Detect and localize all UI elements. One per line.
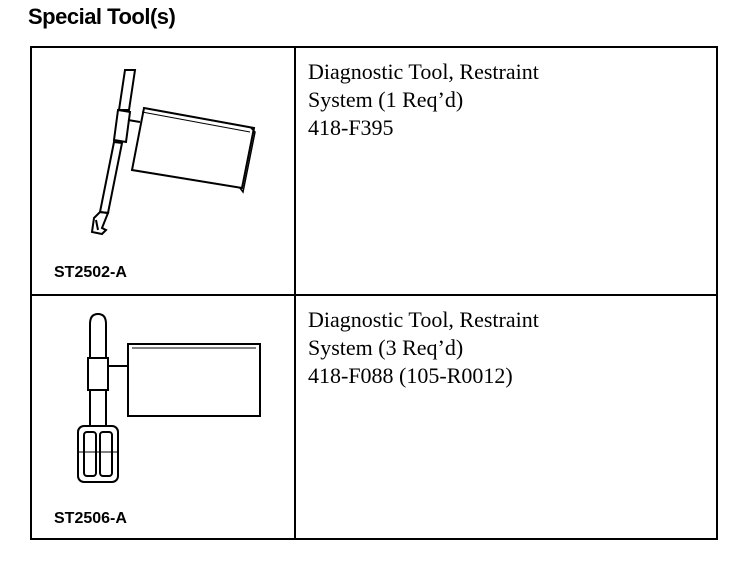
tool-part-number: 418-F395 bbox=[308, 115, 394, 140]
tool-code: ST2502-A bbox=[54, 264, 127, 281]
tool-row bbox=[32, 48, 716, 296]
tool-illustration-cell bbox=[32, 296, 294, 540]
restraint-diagnostic-tool-illustration bbox=[32, 48, 294, 294]
tool-description-line: Diagnostic Tool, Restraint bbox=[308, 59, 539, 84]
tool-description bbox=[308, 58, 708, 142]
special-tools-table bbox=[30, 46, 718, 540]
tool-description-line: System (3 Req’d) bbox=[308, 335, 464, 360]
column-divider bbox=[294, 48, 296, 294]
tool-description-line: System (1 Req’d) bbox=[308, 87, 464, 112]
tool-illustration-cell bbox=[32, 48, 294, 294]
tool-description-line: Diagnostic Tool, Restraint bbox=[308, 307, 539, 332]
restraint-diagnostic-tool-illustration bbox=[32, 296, 294, 538]
tool-part-number: 418-F088 (105-R0012) bbox=[308, 363, 513, 388]
column-divider bbox=[294, 296, 296, 540]
tool-row bbox=[32, 296, 716, 540]
tool-code: ST2506-A bbox=[54, 510, 127, 527]
tool-description bbox=[308, 306, 708, 390]
page-title: Special Tool(s) bbox=[28, 4, 176, 29]
